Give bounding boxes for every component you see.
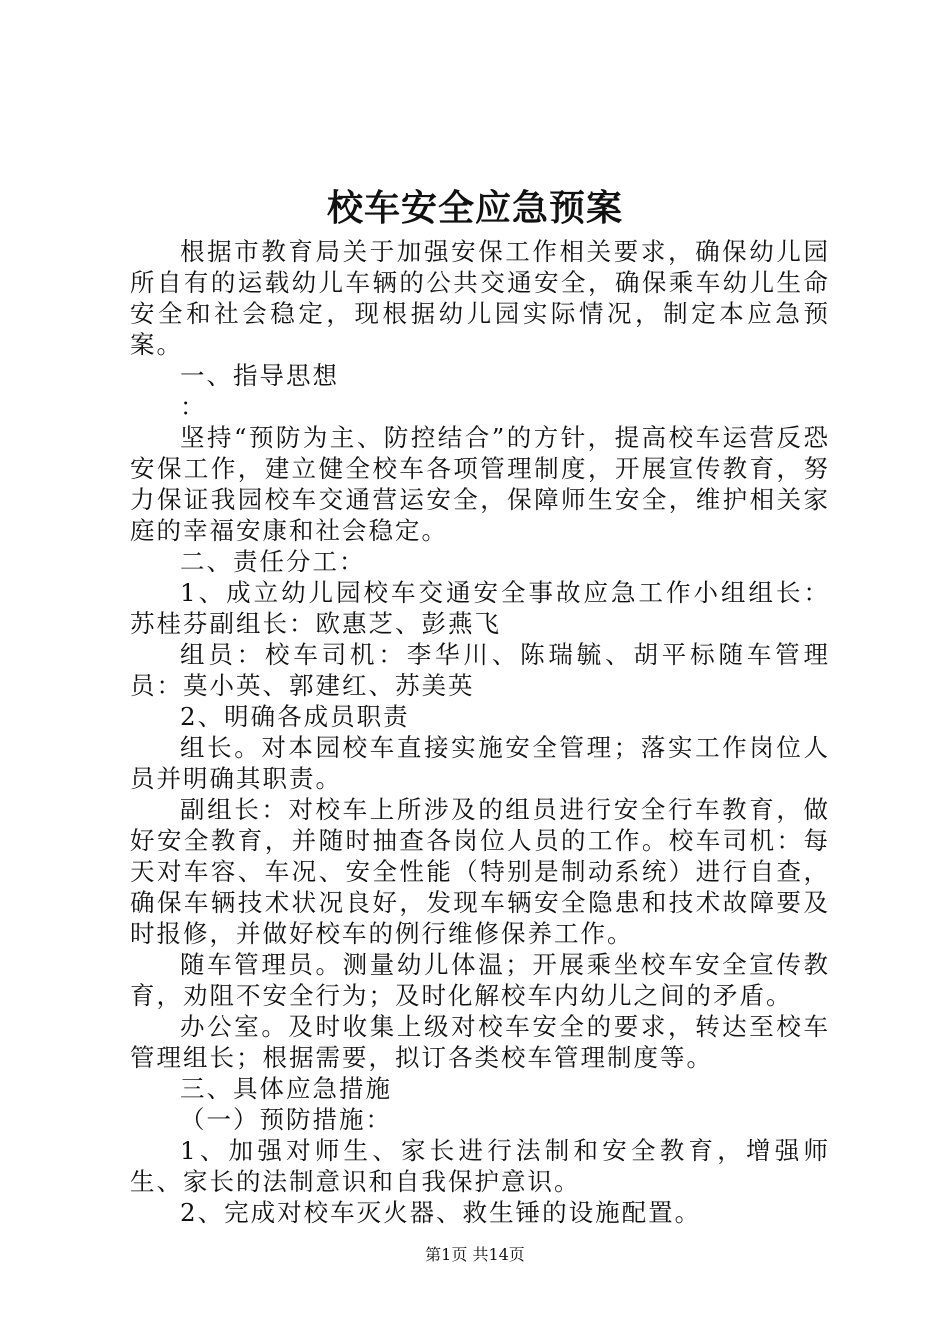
heading-responsibilities: 二、责任分工： — [180, 547, 366, 576]
paragraph-colon: ： — [180, 392, 207, 421]
heading-prevention: （一）预防措施： — [180, 1105, 392, 1134]
paragraph-intro: 根据市教育局关于加强安保工作相关要求，确保幼儿园所自有的运载幼儿车辆的公共交通安全，确保乘车幼儿生命安全和社会稳定，现根据幼儿园实际情况，制定本应急预案。 — [130, 237, 830, 359]
paragraph-prevention-2: 2、完成对校车灭火器、救生锤的设施配置。 — [180, 1198, 702, 1227]
document-title: 校车安全应急预案 — [326, 187, 623, 229]
document-body — [130, 236, 830, 1228]
paragraph-leader-duty: 组长。对本园校车直接实施安全管理；落实工作岗位人员并明确其职责。 — [130, 733, 830, 793]
paragraph-attendant-duty: 随车管理员。测量幼儿体温；开展乘坐校车安全宣传教育，劝阻不安全行为；及时化解校车内幼儿之间的矛盾。 — [130, 950, 830, 1010]
paragraph-office-duty: 办公室。及时收集上级对校车安全的要求，转达至校车管理组长；根据需要，拟订各类校车管理制度等。 — [130, 1012, 830, 1072]
heading-emergency-measures: 三、具体应急措施 — [180, 1074, 392, 1103]
paragraph-principle: 坚持“预防为主、防控结合”的方针，提高校车运营反恐安保工作，建立健全校车各项管理制度，开展宣传教育，努力保证我园校车交通营运安全，保障师生安全，维护相关家庭的幸福安康和社会稳定。 — [130, 423, 830, 545]
paragraph-team-members: 组员：校车司机：李华川、陈瑞毓、胡平标随车管理员：莫小英、郭建红、苏美英 — [130, 640, 830, 700]
paragraph-deputy-driver-duty: 副组长：对校车上所涉及的组员进行安全行车教育，做好安全教育，并随时抽查各岗位人员的工作。校车司机：每天对车容、车况、安全性能（特别是制动系统）进行自查，确保车辆技术状况良好，发现车辆安全隐患和技术故障要及时报修，并做好校车的例行维修保养工作。 — [130, 795, 830, 948]
paragraph-team-leaders: 1、成立幼儿园校车交通安全事故应急工作小组组长：苏桂芬副组长：欧惠芝、彭燕飞 — [130, 578, 830, 638]
page-number-footer: 第1页 共14页 — [425, 1245, 525, 1264]
heading-guiding-ideology: 一、指导思想 — [180, 361, 339, 390]
paragraph-prevention-1: 1、加强对师生、家长进行法制和安全教育，增强师生、家长的法制意识和自我保护意识。 — [130, 1136, 830, 1196]
heading-member-duties: 2、明确各成员职责 — [180, 702, 410, 731]
